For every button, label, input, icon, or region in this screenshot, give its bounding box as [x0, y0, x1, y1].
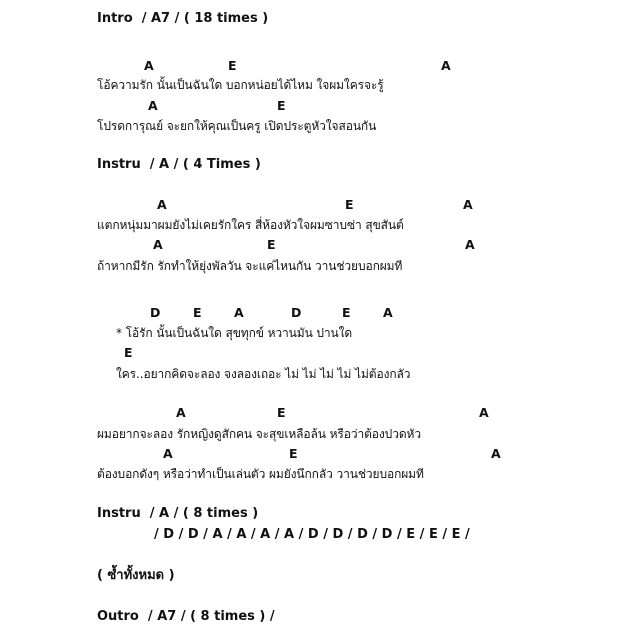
- chord: E: [228, 58, 237, 73]
- repeat-all-line: ( ซ้ำทั้งหมด ): [97, 568, 175, 583]
- chorus-chord-row-1: [0, 305, 620, 321]
- verse1-chord-row-1: [0, 58, 620, 74]
- chord: A: [157, 197, 167, 212]
- chord: A: [176, 405, 186, 420]
- verse3-lyric-1: ผมอยากจะลอง รักหญิงดูสักคน จะสุขเหลือล้น หรือว่าต้องปวดหัว: [97, 427, 421, 441]
- chorus-lyric-1: * โอ้รัก นั้นเป็นฉันใด สุขทุกข์ หวานมัน ปานใด: [116, 326, 353, 340]
- instru2-line: Instru / A / ( 8 times ): [97, 506, 259, 521]
- instru1-line: Instru / A / ( 4 Times ): [97, 157, 261, 172]
- chord: E: [345, 197, 354, 212]
- intro-line: Intro / A7 / ( 18 times ): [97, 11, 269, 26]
- chord: E: [124, 345, 133, 360]
- verse2-lyric-1: แตกหนุ่มมาผมยังไม่เคยรักใคร สี่ห้องหัวใจผมซาบซ่า สุขสันต์: [97, 218, 404, 232]
- chord: A: [441, 58, 451, 73]
- instru2-chord-sequence: / D / D / A / A / A / A / D / D / D / D / E / E / E /: [154, 527, 470, 542]
- outro-line: Outro / A7 / ( 8 times ) /: [97, 609, 275, 624]
- verse2-chord-row-2: [0, 237, 620, 253]
- verse1-lyric-1: โอ้ความรัก นั้นเป็นฉันใด บอกหน่อยได้ไหม ใจผมใครจะรู้: [97, 78, 384, 92]
- chord: E: [289, 446, 298, 461]
- verse1-chord-row-2: [0, 98, 620, 114]
- chord: A: [163, 446, 173, 461]
- verse3-chord-row-1: [0, 405, 620, 421]
- verse2-chord-row-1: [0, 197, 620, 213]
- chord: A: [491, 446, 501, 461]
- chord: A: [479, 405, 489, 420]
- verse3-lyric-2: ต้องบอกดังๆ หรือว่าทำเป็นเล่นตัว ผมยังนึกกลัว วานช่วยบอกผมที: [97, 467, 424, 481]
- chord: A: [148, 98, 158, 113]
- chord: E: [277, 98, 286, 113]
- verse3-chord-row-2: [0, 446, 620, 462]
- chord: A: [144, 58, 154, 73]
- chord: E: [193, 305, 202, 320]
- verse2-lyric-2: ถ้าหากมีรัก รักทำให้ยุ่งพัลวัน จะแค่ไหนกัน วานช่วยบอกผมที: [97, 259, 403, 273]
- verse1-lyric-2: โปรดการุณย์ จะยกให้คุณเป็นครู เปิดประตูหัวใจสอนกัน: [97, 119, 377, 133]
- chord: E: [277, 405, 286, 420]
- chord: A: [465, 237, 475, 252]
- chord: D: [150, 305, 161, 320]
- chord: A: [383, 305, 393, 320]
- chord: A: [234, 305, 244, 320]
- chord: E: [342, 305, 351, 320]
- chord: A: [153, 237, 163, 252]
- chorus-chord-row-2: [0, 345, 620, 361]
- chord: E: [267, 237, 276, 252]
- chord: D: [291, 305, 302, 320]
- chord: A: [463, 197, 473, 212]
- chorus-lyric-2: ใคร..อยากคิดจะลอง จงลองเถอะ ไม่ ไม่ ไม่ ไม่ ไม่ต้องกลัว: [116, 367, 411, 381]
